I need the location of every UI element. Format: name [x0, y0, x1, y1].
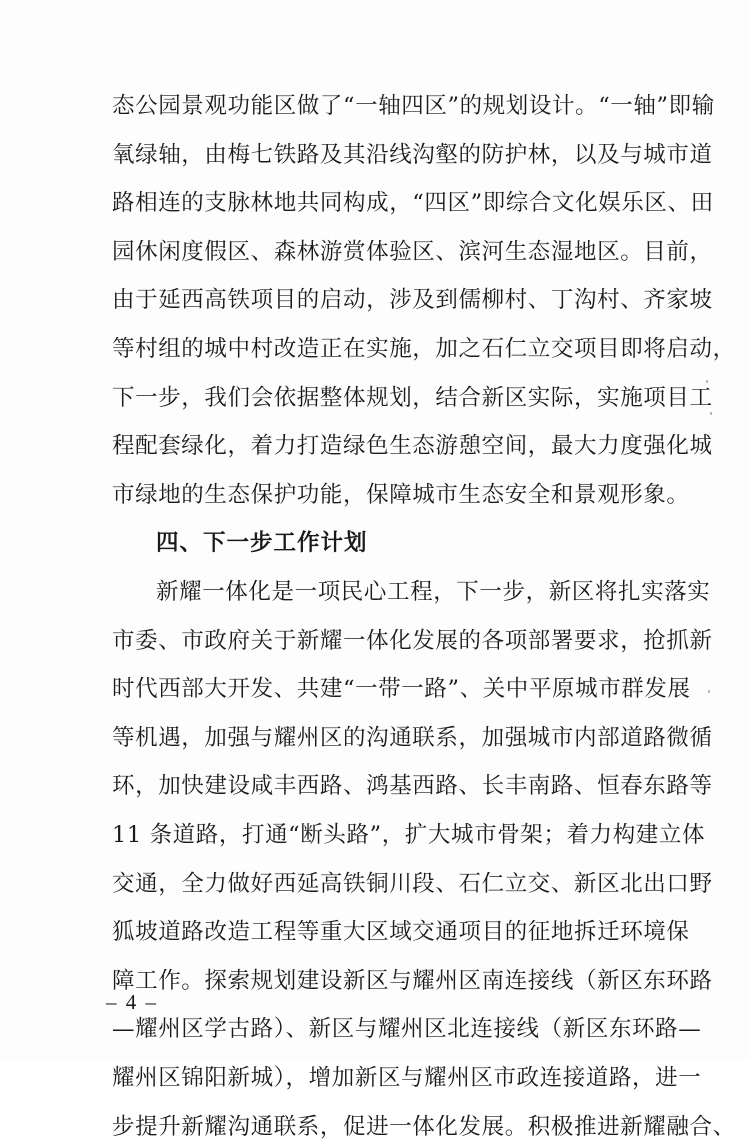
body-text-line: 市绿地的生态保护功能，保障城市生态安全和景观形象。: [112, 482, 690, 508]
page-number: – 4 –: [106, 990, 158, 1014]
body-text-line: 态公园景观功能区做了“一轴四区”的规划设计。“一轴”即输: [112, 93, 715, 119]
body-text-line: 程配套绿化，着力打造绿色生态游憩空间，最大力度强化城: [112, 433, 713, 459]
body-text-line: 等村组的城中村改造正在实施，加之石仁立交项目即将启动，: [112, 336, 736, 362]
scan-speck: [708, 690, 710, 693]
body-text-line: 狐坡道路改造工程等重大区域交通项目的征地拆迁环境保: [112, 919, 690, 945]
body-text-line: 下一步，我们会依据整体规划，结合新区实际，实施项目工: [112, 385, 713, 411]
body-text-line: 交通，全力做好西延高铁铜川段、石仁立交、新区北出口野: [112, 871, 713, 897]
body-text-line: 氧绿轴，由梅七铁路及其沿线沟壑的防护林，以及与城市道: [112, 142, 713, 168]
body-text-line: 时代西部大开发、共建“一带一路”、关中平原城市群发展: [112, 676, 691, 702]
body-text-line: 步提升新耀沟通联系，促进一体化发展。积极推进新耀融合、: [112, 1114, 736, 1140]
body-text-line: —耀州区学古路）、新区与耀州区北连接线（新区东环路—: [112, 1016, 702, 1042]
scan-speck: [706, 380, 708, 383]
body-text-line: 路相连的支脉林地共同构成，“四区”即综合文化娱乐区、田: [112, 190, 714, 216]
body-text-line: 环，加快建设咸丰西路、鸿基西路、长丰南路、恒春东路等: [112, 773, 713, 799]
body-text-line: 耀州区锦阳新城），增加新区与耀州区市政连接道路，进一: [112, 1065, 702, 1091]
section-heading: 四、下一步工作计划: [156, 530, 368, 556]
body-text-line: 由于延西高铁项目的启动，涉及到儒柳村、丁沟村、齐家坡: [112, 287, 713, 313]
body-text-line: 市委、市政府关于新耀一体化发展的各项部署要求，抢抓新: [112, 628, 713, 654]
body-text-line: 园休闲度假区、森林游赏体验区、滨河生态湿地区。目前，: [112, 239, 713, 265]
body-text-line: 等机遇，加强与耀州区的沟通联系，加强城市内部道路微循: [112, 725, 713, 751]
scan-speck: [710, 412, 712, 415]
body-text-line: 新耀一体化是一项民心工程，下一步，新区将扎实落实: [156, 579, 711, 605]
body-text-line: 11 条道路，打通“断头路”，扩大城市骨架；着力构建立体: [112, 822, 706, 848]
body-text-line: 障工作。探索规划建设新区与耀州区南连接线（新区东环路: [112, 968, 713, 994]
